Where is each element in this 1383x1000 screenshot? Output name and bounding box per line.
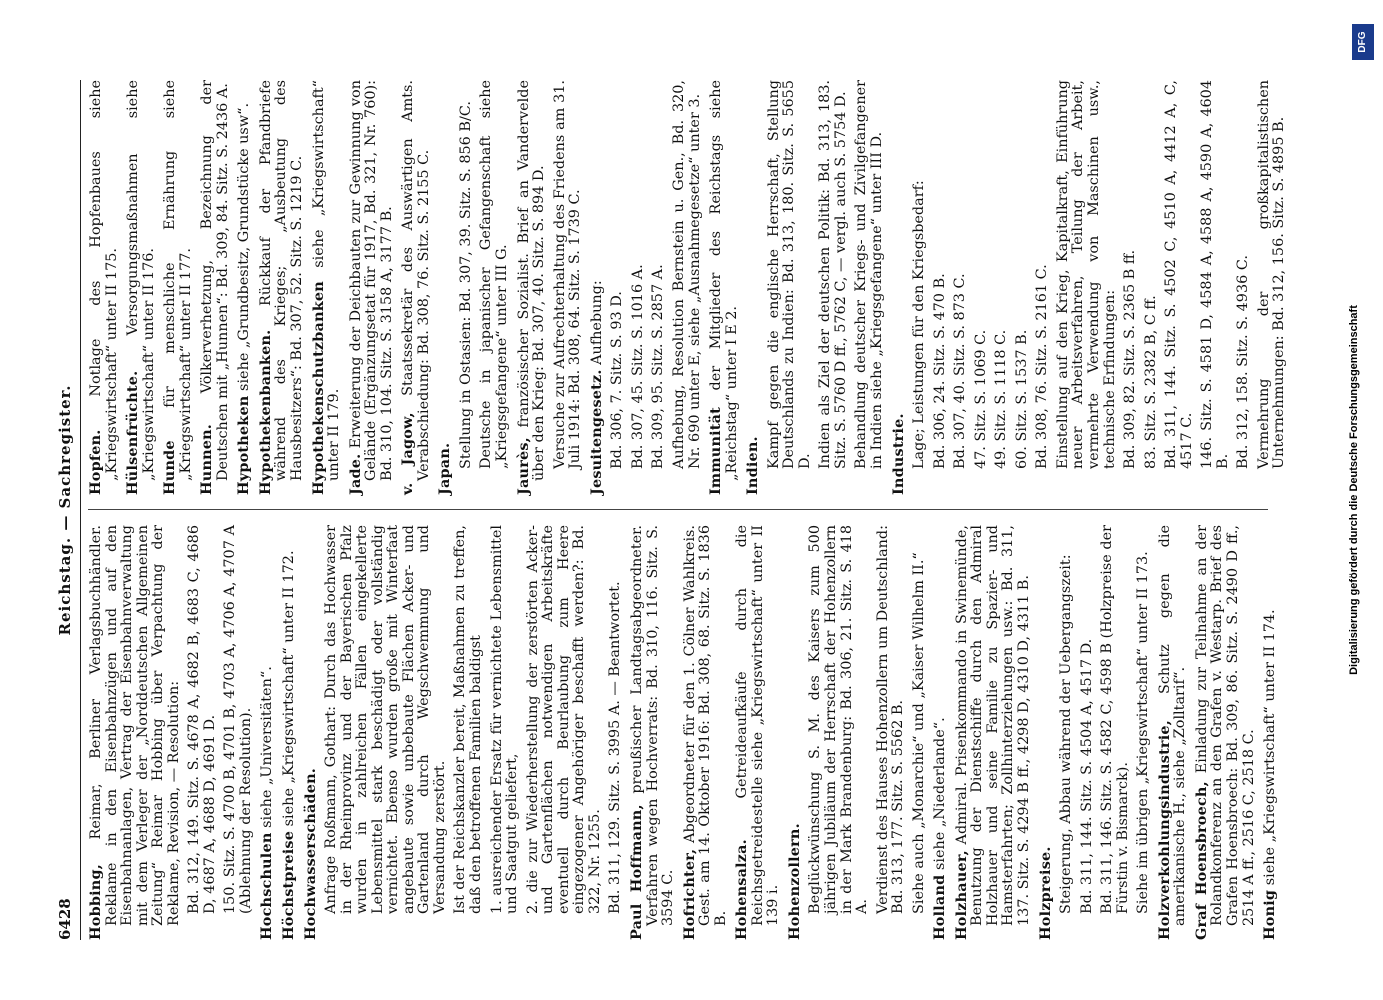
index-entry: [236, 80, 253, 495]
entry-keyword: Jaurès,: [514, 437, 532, 495]
index-entry: [1262, 525, 1279, 940]
entry-text: Bd. 312, 149. Sitz. S. 4678 A, 4682 B, 4683 C, 4686 D, 4687 A, 4688 D, 4691 D.: [186, 525, 218, 914]
index-entry: [932, 525, 949, 940]
entry-keyword: Jesuitengesetz.: [587, 369, 605, 495]
entry-text: Getreideaufkäufe durch die Reichsgetreidestelle siehe „Kriegswirtschaft“ unter II 139 i.: [734, 524, 782, 926]
index-entry: [953, 80, 969, 495]
index-entry: [912, 525, 928, 940]
index-entry: [818, 80, 849, 495]
index-entry: [876, 525, 907, 940]
index-entry: [1035, 80, 1051, 495]
entry-keyword: v. Jagow,: [399, 412, 417, 495]
index-entry: [672, 80, 703, 495]
entry-keyword: Honig: [1261, 889, 1279, 940]
entry-text: Bd. 306, 24. Sitz. S. 470 B.: [931, 273, 948, 469]
entry-keyword: Hunnen.: [198, 423, 216, 495]
entry-keyword: Hochwasserschäden.: [301, 767, 319, 940]
index-entry: [223, 525, 254, 940]
index-entry: [933, 80, 949, 495]
index-entry: [490, 525, 521, 940]
entry-keyword: Höchstpreise: [280, 830, 298, 940]
dfg-logo: DFG: [1352, 24, 1374, 60]
index-entry: [479, 80, 510, 495]
entry-text: Admiral. Prisenkommando in Swinemünde, Benutzung der Dienstschiffe durch den Admiral Holzhauer und seine Familie zu Spazier- und Hamsterfahrten; Zollhinterziehungen usw.: Bd. 311, 137. Sitz. S. 4294 B ff., 4298 D, 4310 D, 4311 B.: [953, 525, 1032, 926]
index-entry: [1100, 525, 1131, 940]
entry-keyword: Hypothekenbanken.: [256, 329, 274, 495]
entry-text: Bd. 311, 144. Sitz. S. 4502 C, 4510 A, 4412 A, C, 4517 C.: [1163, 80, 1195, 469]
entry-keyword: Hopfen.: [87, 429, 104, 495]
entry-keyword: Paul Hoffmann,: [627, 804, 645, 940]
header-rule: [80, 80, 81, 940]
index-entry: [589, 80, 606, 495]
index-entry: [631, 80, 647, 495]
entry-text: Bd. 311, 144. Sitz. S. 4504 A, 4517 D.: [1078, 638, 1095, 914]
index-entry: [125, 80, 157, 495]
entry-text: Versuche zur Aufrechterhaltung des Friedens am 31. Juli 1914: Bd. 308, 64. Sitz. S. 1739 C.: [551, 80, 584, 469]
entry-text: Indien als Ziel der deutschen Politik: Bd. 313, 183. Sitz. S. 5760 D ff., 5762 C, — vergl. auch S. 5754 D.: [817, 80, 849, 469]
entry-text: Behandlung deutscher Kriegs- und Zivilgefangener in Indien siehe „Kriegsgefangene“ unter III D.: [853, 80, 885, 469]
entry-text: siehe „Kriegswirtschaft“ unter II 174.: [1262, 609, 1279, 886]
left-column: [88, 525, 1284, 940]
entry-text: Bd. 308, 76. Sitz. S. 2161 C.: [1034, 264, 1051, 469]
index-entry: [745, 80, 762, 495]
entry-text: Vermehrung der großkapitalistischen Unternehmungen: Bd. 312, 156. Sitz. S. 4895 B.: [1255, 80, 1288, 469]
entry-text: Abgeordneter für den 1. Cölner Wahlkreis. Gest. am 14. Oktober 1916: Bd. 308, 68. Sitz. S. 1836 B.: [681, 524, 729, 926]
index-entry: [1080, 525, 1096, 940]
index-entry: [324, 525, 448, 940]
entry-text: Siehe auch „Monarchie“ und „Kaiser Wilhelm II.“: [910, 552, 927, 914]
entry-text: Bd. 309, 82. Sitz. S. 2365 B ff.: [1122, 249, 1139, 469]
entry-text: Deutsche in japanischer Gefangenschaft siehe „Kriegsgefangene“ unter III G.: [478, 80, 511, 469]
index-entry: [1038, 525, 1055, 940]
entry-text: Rückkauf der Pfandbriefe während des Krieges; „Ausbeutung des Hausbesitzers“: Bd. 307, 52. Sitz. S. 1219 C.: [257, 79, 306, 481]
entry-keyword: Hunde: [161, 440, 179, 495]
entry-text: Siehe im übrigen „Kriegswirtschaft“ unter II 173.: [1135, 551, 1152, 914]
right-column: [88, 80, 1293, 495]
index-entry: [954, 525, 1033, 940]
entry-text: siehe „Niederlande“.: [932, 717, 949, 871]
entry-text: Bd. 311, 129. Sitz. S. 3995 A. — Beantwortet.: [607, 581, 624, 914]
entry-keyword: Jade.: [346, 453, 364, 495]
index-entry: [994, 80, 1010, 495]
index-entry: [682, 525, 730, 940]
index-entry: [553, 80, 584, 495]
entry-text: für menschliche Ernährung siehe „Kriegswirtschaft“ unter II 177.: [162, 80, 194, 481]
entry-text: Bd. 307, 40. Sitz. S. 873 C.: [952, 273, 969, 469]
index-entry: [1236, 80, 1252, 495]
entry-keyword: Hohensalza.: [733, 839, 751, 940]
entry-text: Aufhebung:: [588, 280, 605, 365]
entry-text: Einstellung auf den Krieg, Kapitalkraft, Einführung neuer Arbeitsverfahren, Teilung der Arbeit, vermehrte Verwendung von Maschinen usw., technische Erfindungen:: [1054, 80, 1118, 469]
index-entry: [1015, 80, 1031, 495]
entry-text: siehe „Grundbesitz, Grundstücke usw“.: [236, 102, 253, 391]
entry-keyword: Hochschulen: [258, 832, 276, 940]
index-entry: [1200, 80, 1231, 495]
index-entry: [974, 80, 990, 495]
entry-keyword: Indien.: [744, 436, 762, 495]
index-entry: [1194, 525, 1257, 940]
index-entry: [767, 80, 814, 495]
entry-text: 49. Sitz. S. 1118 C.: [993, 329, 1010, 469]
index-entry: [281, 525, 298, 940]
entry-text: Einladung zur Teilnahme an der Rolandkonferenz an den Grafen v. Westarp. Brief des Grafen Hoensbroech: Bd. 309, 86. Sitz. S. 2490 D ff., 2514 A ff., 2516 C, 2518 C.: [1193, 525, 1257, 926]
index-entry: [912, 80, 928, 495]
entry-keyword: Industrie.: [889, 413, 907, 495]
index-entry: [303, 525, 320, 940]
index-entry: [854, 80, 885, 495]
entry-keyword: Holzhauer,: [952, 850, 970, 940]
entry-text: Schutz gegen die amerikanische H., siehe „Zolltarif“.: [1156, 525, 1189, 926]
entry-text: Staatssekretär des Auswärtigen Amts. Verabschiedung: Bd. 308, 76. Sitz. S. 2155 C.: [400, 80, 432, 481]
index-entry: [259, 525, 276, 940]
entry-keyword: Immunität: [707, 407, 725, 495]
index-entry: [258, 80, 306, 495]
index-entry: [610, 80, 626, 495]
entry-text: 47. Sitz. S. 1069 C.: [972, 329, 989, 469]
index-entry: [629, 525, 677, 940]
entry-keyword: Hofrichter,: [680, 848, 698, 940]
entry-keyword: Hülsenfrüchte.: [124, 370, 142, 495]
entry-text: Stellung in Ostasien: Bd. 307, 39. Sitz. S. 856 B/C.: [457, 101, 474, 469]
index-entry: [187, 525, 218, 940]
index-entry: [88, 525, 182, 940]
index-entry: [1164, 80, 1195, 495]
entry-text: Aufhebung, Resolution Bernstein u. Gen., Bd. 320, Nr. 690 unter E, siehe „Ausnahmegesetze“ unter 3.: [670, 80, 703, 469]
entry-keyword: Holzverkohlungsindustrie,: [1155, 720, 1173, 940]
index-entry: [348, 80, 396, 495]
entry-text: französischer Sozialist. Brief an Vandervelde über den Krieg: Bd. 307, 40. Sitz. S. 894 D.: [515, 80, 548, 481]
entry-text: Versorgungsmaßnahmen siehe „Kriegswirtschaft“ unter II 176.: [125, 80, 157, 481]
entry-text: Anfrage Roßmann, Gothart: Durch das Hochwasser in der Rheinprovinz und der Bayerischen Pfalz wurden in zahlreichen Fällen eingekellerte Lebensmittel stark beschädigt oder vollständig vernichtet. Ebenso wurden große mit Winterfaat angebaute sowie unbebaute Flächen Acker- und Gartenland durch Wegschwemmung und Versandung zerstört.: [323, 525, 448, 914]
entry-keyword: Hobbing,: [87, 864, 104, 940]
entry-text: Erweiterung der Deichbauten zur Gewinnung von Gelände (Ergänzungsetat für 1917, Bd. 321, Nr. 760): Bd. 310, 104. Sitz. S. 3158 A, 3177 B.: [347, 80, 395, 481]
page-number: 6428: [56, 898, 74, 940]
page-header: [56, 80, 82, 940]
entry-text: Völkerverhetzung, Bezeichnung der Deutschen mit „Hunnen“: Bd. 309, 84. Sitz. S. 2436 A.: [199, 79, 231, 481]
index-entry: [1136, 525, 1152, 940]
entry-keyword: Japan.: [436, 442, 454, 495]
index-entry: [1144, 80, 1160, 495]
entry-text: 146. Sitz. S. 4581 D, 4584 A, 4588 A, 4590 A, 4604 B.: [1199, 80, 1231, 469]
index-entry: [1123, 80, 1139, 495]
entry-text: Verdienst des Hauses Hohenzollern um Deutschland: Bd. 313, 177. Sitz. S. 5562 B.: [874, 525, 907, 914]
entry-text: Lage; Leistungen für den Kriegsbedarf:: [911, 180, 928, 469]
index-entry: [311, 80, 343, 495]
entry-text: Ist der Reichskanzler bereit, Maßnahmen zu treffen, daß den betroffenen Familien baldigst: [452, 525, 485, 914]
entry-text: Beglückwünschung S. M. des Kaisers zum 500 jährigen Jubiläum der Herrschaft der Hohenzollern in der Mark Brandenburg: Bd. 306, 21. Sitz. S. 418 A.: [807, 525, 871, 914]
index-entry: [162, 80, 194, 495]
index-entry: [1056, 80, 1118, 495]
column-divider: [88, 509, 1268, 510]
index-entry: [516, 80, 548, 495]
entry-text: 60. Sitz. S. 1537 B.: [1013, 329, 1030, 469]
index-entry: [1059, 525, 1075, 940]
entry-text: siehe „Universitäten“.: [259, 666, 276, 828]
entry-text: preußischer Landtagsabgeordneter. Verfahren wegen Hochverrats: Bd. 310, 116. Sitz. S. 3594 C.: [628, 525, 677, 926]
dfg-credit: Digitalisierung gefördert durch die Deutsche Forschungsgemeinschaft: [1348, 305, 1360, 675]
index-entry: [437, 80, 454, 495]
index-entry: [608, 525, 624, 940]
entry-text: Notlage des Hopfenbaues siehe „Kriegswirtschaft“ unter II 175.: [88, 80, 120, 481]
entry-keyword: Holland: [931, 874, 949, 940]
entry-keyword: Hohenzollern.: [785, 823, 803, 940]
entry-text: Steigerung, Abbau während der Uebergangszeit:: [1058, 554, 1075, 914]
entry-text: Bd. 307, 45. Sitz. S. 1016 A.: [629, 264, 646, 469]
entry-text: Bd. 309, 95. Sitz. S. 2857 A.: [650, 264, 667, 469]
index-entry: [708, 80, 740, 495]
index-entry: [1157, 525, 1189, 940]
index-entry: [459, 80, 475, 495]
entry-text: Bd. 306, 7. Sitz. S. 93 D.: [609, 291, 626, 469]
index-entry: [891, 80, 908, 495]
index-entry: [199, 80, 231, 495]
index-entry: [453, 525, 484, 940]
index-entry: [734, 525, 782, 940]
entry-text: siehe „Kriegswirtschaft“ unter II 179.: [310, 80, 343, 481]
entry-text: 83. Sitz. S. 2382 B, C ff.: [1142, 295, 1159, 469]
entry-keyword: Holzpreise.: [1036, 846, 1054, 940]
index-entry: [808, 525, 870, 940]
entry-text: der Mitglieder des Reichstags siehe „Reichstag“ unter I E 2.: [708, 80, 740, 481]
entry-text: 150. Sitz. S. 4700 B, 4701 B, 4703 A, 4706 A, 4707 A (Ablehnung der Resolution).: [222, 525, 254, 914]
entry-keyword: Graf Hoensbroech,: [1192, 781, 1210, 940]
entry-text: Bd. 312, 158. Sitz. S. 4936 C.: [1235, 255, 1252, 469]
entry-keyword: Hypotheken: [235, 395, 253, 495]
index-entry: [400, 80, 432, 495]
running-head: Reichstag. — Sachregister.: [56, 384, 74, 636]
entry-text: Bd. 311, 146. Sitz. S. 4582 C, 4598 B (Holzpreise der Fürstin v. Bismarck).: [1099, 525, 1131, 914]
entry-text: Reimar, Berliner Verlagsbuchhändler. Reklame in den Eisenbahnzügen und auf den Eisenbahnanlagen, Vertrag der Eisenbahnverwaltung mit dem Verleger der „Norddeutschen Allgemeinen Zeitung“ Reimar Hobbing über Verpachtung der Reklame, Revision, — Resolution:: [88, 525, 182, 926]
entry-text: 1. ausreichender Ersatz für vernichtete Lebensmittel und Saatgut geliefert,: [488, 525, 521, 914]
index-entry: [88, 80, 120, 495]
index-entry: [1257, 80, 1288, 495]
entry-text: 2. die zur Wiederherstellung der zerstörten Acker- und Gartenflächen notwendigen Arbeitskräfte eventuell durch Beurlaubung zum Heere eingezogener Angehöriger beschafft werden?: Bd. 322, Nr. 1255.: [524, 525, 603, 914]
index-entry: [787, 525, 804, 940]
index-entry: [651, 80, 667, 495]
entry-text: Kampf gegen die englische Herrschaft, Stellung Deutschlands zu Indien: Bd. 313, 180. Sitz. S. 5655 D.: [765, 80, 813, 469]
index-entry: [526, 525, 604, 940]
entry-text: siehe „Kriegswirtschaft“ unter II 172.: [281, 550, 298, 827]
entry-keyword: Hypothekenschutzbanken: [309, 281, 327, 495]
